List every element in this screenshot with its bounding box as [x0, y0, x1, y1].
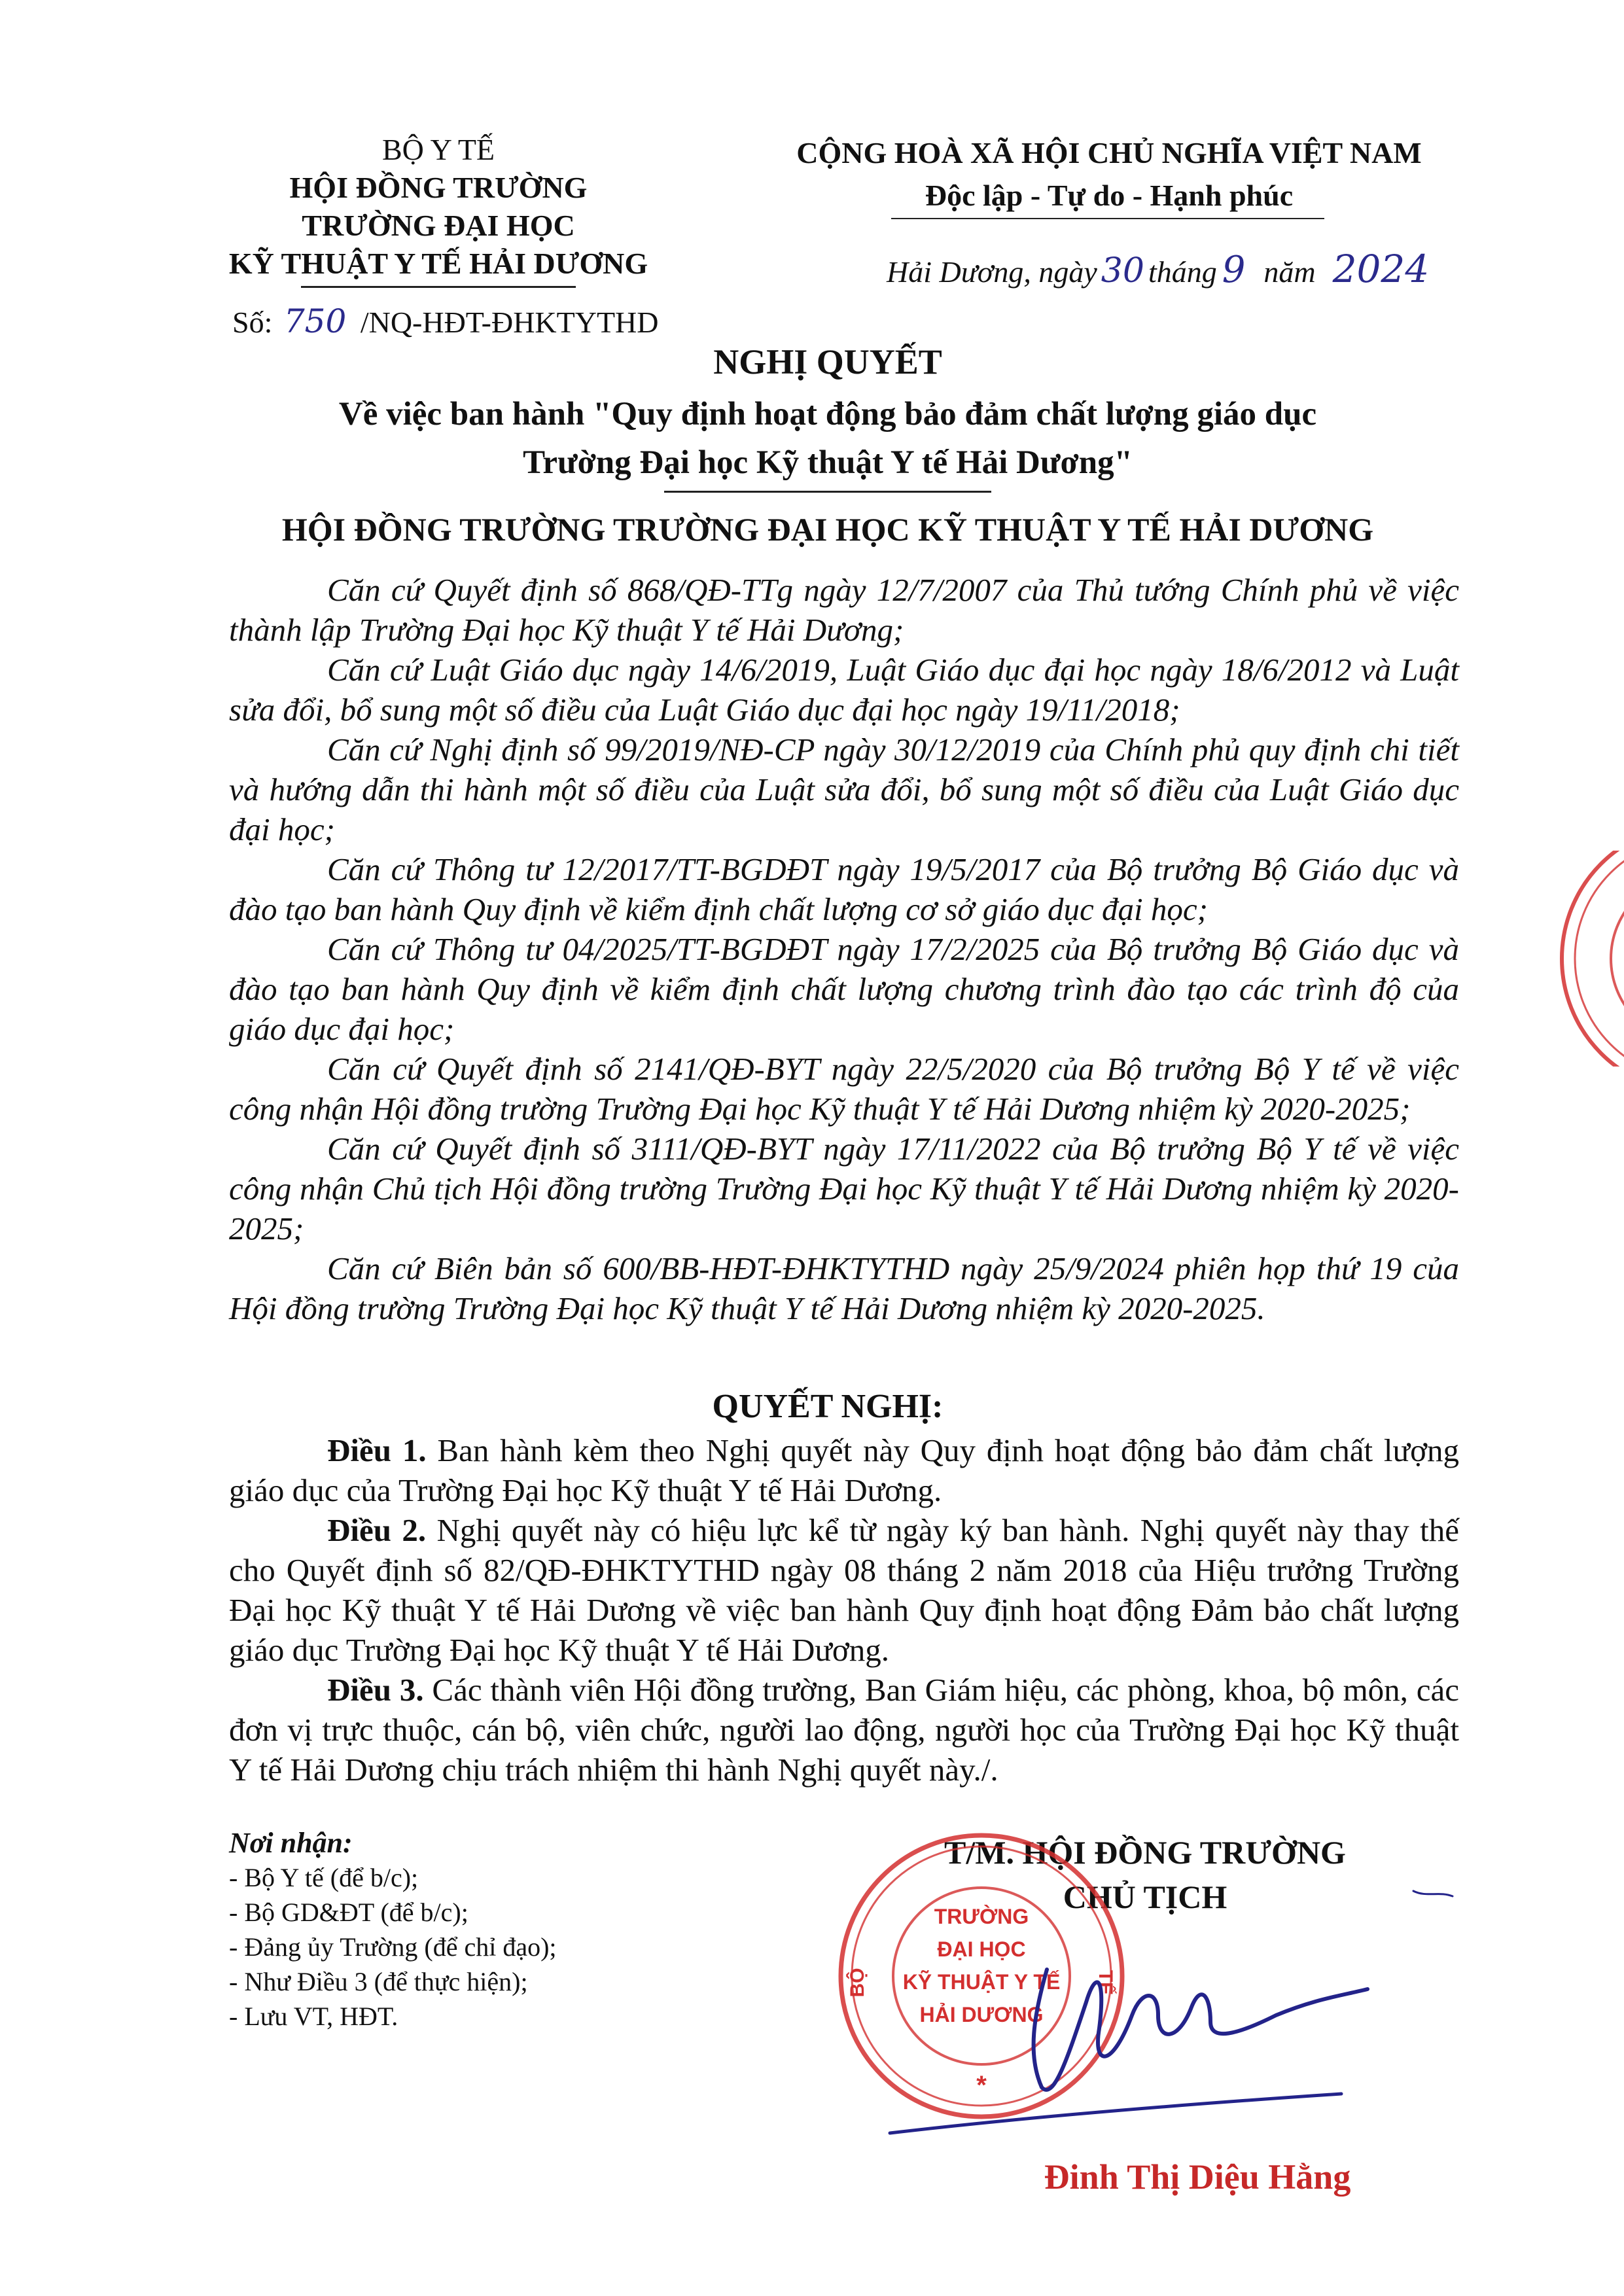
recipient-item: - Bộ GD&ĐT (để b/c); — [229, 1898, 468, 1927]
document-number — [232, 302, 659, 342]
recipients-block — [229, 1826, 687, 2034]
legal-basis-item: Căn cứ Quyết định số 868/QĐ-TTg ngày 12/7/2007 của Thủ tướng Chính phủ về việc thành lập Trường Đại học Kỹ thuật Y tế Hải Dương; — [229, 572, 1459, 648]
date-year-label: năm — [1263, 255, 1316, 289]
number-label: Số: — [232, 306, 273, 339]
seal-line-2: ĐẠI HỌC — [937, 1937, 1026, 1961]
subject-line-2: Trường Đại học Kỹ thuật Y tế Hải Dương" — [523, 444, 1133, 481]
issuer-heading: HỘI ĐỒNG TRƯỜNG TRƯỜNG ĐẠI HỌC KỸ THUẬT Y TẾ HẢI DƯƠNG — [281, 511, 1374, 548]
signer-name: Đinh Thị Diệu Hằng — [1044, 2157, 1351, 2197]
handwritten-year: 2024 — [1332, 247, 1430, 291]
article-text: Ban hành kèm theo Nghị quyết này Quy định hoạt động bảo đảm chất lượng giáo dục của Trường Đại học Kỹ thuật Y tế Hải Dương. — [229, 1432, 1460, 1508]
article-text: Các thành viên Hội đồng trường, Ban Giám hiệu, các phòng, khoa, bộ môn, các đơn vị trực thuộc, cán bộ, viên chức, người lao động, người học của Trường Đại học Kỹ thuật Y tế Hải Dương chịu trách nhiệm thi hành Nghị quyết này./. — [229, 1672, 1459, 1788]
legal-basis-item: Căn cứ Thông tư 04/2025/TT-BGDĐT ngày 17/2/2025 của Bộ trưởng Bộ Giáo dục và đào tạo ban hành Quy định về kiểm định chất lượng chương trình đào tạo các trình độ của giáo dục đại học; — [229, 931, 1459, 1047]
article-label: Điều 2. — [327, 1512, 427, 1548]
seal-line-1: TRƯỜNG — [934, 1905, 1029, 1928]
edge-seal-fragment — [1552, 851, 1624, 1067]
country-name: CỘNG HOÀ XÃ HỘI CHỦ NGHĨA VIỆT NAM — [796, 136, 1422, 169]
council-name-line1: HỘI ĐỒNG TRƯỜNG — [289, 171, 588, 204]
legal-bases — [229, 570, 1459, 1328]
handwritten-day: 30 — [1101, 251, 1144, 291]
seal-star: * — [976, 2071, 987, 2100]
resolve-heading: QUYẾT NGHỊ: — [712, 1388, 944, 1425]
council-name-line3: KỸ THUẬT Y TẾ HẢI DƯƠNG — [228, 247, 648, 280]
date-month-label: tháng — [1148, 255, 1217, 289]
legal-basis-item: Căn cứ Thông tư 12/2017/TT-BGDĐT ngày 19/5/2017 của Bộ trưởng Bộ Giáo dục và đào tạo ban hành Quy định về kiểm định chất lượng cơ sở giáo dục đại học; — [229, 851, 1459, 927]
handwritten-signature — [870, 1884, 1459, 2146]
national-motto: Độc lập - Tự do - Hạnh phúc — [925, 179, 1294, 212]
legal-basis-item: Căn cứ Quyết định số 3111/QĐ-BYT ngày 17/11/2022 của Bộ trưởng Bộ Y tế về việc công nhận Chủ tịch Hội đồng trường Trường Đại học Kỹ thuật Y tế Hải Dương nhiệm kỳ 2020-2025; — [229, 1131, 1459, 1246]
article-text: Nghị quyết này có hiệu lực kể từ ngày ký ban hành. Nghị quyết này thay thế cho Quyết định số 82/QĐ-ĐHKTYTHD ngày 08 tháng 2 năm 2018 của Hiệu trưởng Trường Đại học Kỹ thuật Y tế Hải Dương về việc ban hành Quy định hoạt động Đảm bảo chất lượng giáo dục Trường Đại học Kỹ thuật Y tế Hải Dương. — [229, 1512, 1460, 1668]
article-label: Điều 1. — [327, 1432, 427, 1468]
council-name-line2: TRƯỜNG ĐẠI HỌC — [302, 209, 575, 242]
recipient-item: - Lưu VT, HĐT. — [229, 2002, 398, 2031]
handwritten-month: 9 — [1222, 249, 1246, 291]
legal-basis-item: Căn cứ Quyết định số 2141/QĐ-BYT ngày 22/5/2020 của Bộ trưởng Bộ Y tế về việc công nhận Hội đồng trường Trường Đại học Kỹ thuật Y tế Hải Dương nhiệm kỳ 2020-2025; — [229, 1051, 1459, 1127]
article-3 — [229, 1670, 1459, 1790]
recipient-item: - Bộ Y tế (để b/c); — [229, 1863, 419, 1892]
seal-ring-right: TẾ — [1095, 1969, 1116, 1996]
recipients-heading: Nơi nhận: — [229, 1827, 353, 1859]
legal-basis-item: Căn cứ Biên bản số 600/BB-HĐT-ĐHKTYTHD ngày 25/9/2024 phiên họp thứ 19 của Hội đồng trường Trường Đại học Kỹ thuật Y tế Hải Dương nhiệm kỳ 2020-2025. — [229, 1250, 1459, 1326]
handwritten-number: 750 — [283, 302, 347, 340]
ministry-name: BỘ Y TẾ — [381, 133, 495, 166]
article-1 — [229, 1430, 1459, 1510]
signature-on-behalf: T/M. HỘI ĐỒNG TRƯỜNG — [944, 1834, 1346, 1871]
seal-line-3: KỸ THUẬT Y TẾ — [902, 1970, 1061, 1994]
header-left — [196, 131, 680, 283]
recipient-item: - Đảng ủy Trường (để chỉ đạo); — [229, 1932, 557, 1962]
number-suffix: /NQ-HĐT-ĐHKTYTHD — [360, 306, 659, 339]
header-left-underline — [301, 286, 576, 288]
article-2 — [229, 1510, 1459, 1670]
signature-position: CHỦ TỊCH — [1063, 1879, 1227, 1915]
document-type: NGHỊ QUYẾT — [713, 342, 942, 381]
seal-ring-left: BỘ — [847, 1968, 868, 1998]
article-label: Điều 3. — [327, 1672, 424, 1708]
legal-basis-item: Căn cứ Luật Giáo dục ngày 14/6/2019, Luật Giáo dục đại học ngày 18/6/2012 và Luật sửa đổi, bổ sung một số điều của Luật Giáo dục đại học ngày 19/11/2018; — [229, 652, 1459, 728]
seal-line-4: HẢI DƯƠNG — [919, 2003, 1044, 2026]
legal-basis-item: Căn cứ Nghị định số 99/2019/NĐ-CP ngày 30/12/2019 của Chính phủ quy định chi tiết và hướng dẫn thi hành một số điều của Luật sửa đổi, bổ sung một số điều của Luật Giáo dục đại học; — [229, 732, 1459, 847]
motto-underline — [891, 218, 1324, 219]
articles — [229, 1430, 1459, 1790]
recipient-item: - Như Điều 3 (để thực hiện); — [229, 1967, 528, 1996]
date-place: Hải Dương, ngày — [887, 255, 1097, 289]
subject-underline — [664, 491, 991, 493]
subject-line-1: Về việc ban hành "Quy định hoạt động bảo đảm chất lượng giáo dục — [338, 396, 1317, 433]
date-line — [887, 247, 1430, 291]
